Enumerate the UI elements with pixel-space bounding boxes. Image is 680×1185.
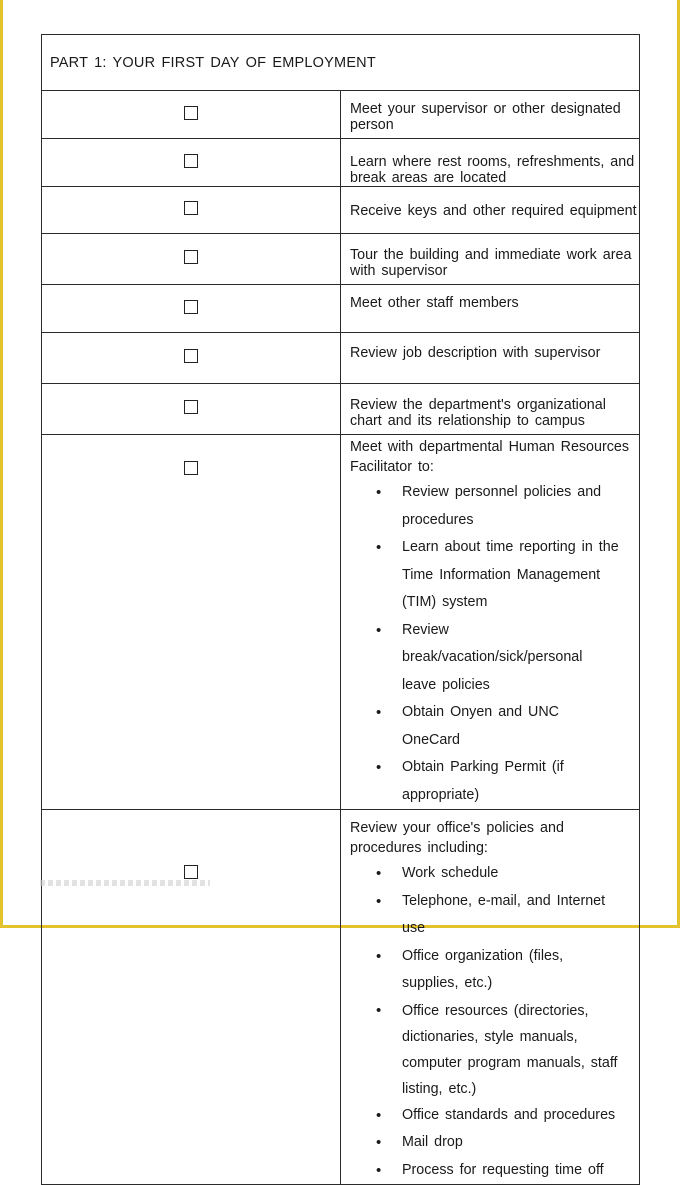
- checklist-header-row: [42, 35, 640, 91]
- list-item: • Work schedule: [350, 860, 639, 888]
- checkbox[interactable]: [184, 106, 198, 120]
- bullet-list: [350, 860, 639, 1184]
- checklist-item-text: Review job description with supervisor: [341, 333, 640, 384]
- checkbox[interactable]: [184, 865, 198, 879]
- checklist-item-text: Learn where rest rooms, refreshments, and break areas are located: [341, 139, 640, 187]
- footer-smudge: [40, 880, 210, 886]
- checklist-item-text: Meet other staff members: [341, 285, 640, 333]
- list-item: • Learn about time reporting in the Time Information Management (TIM) system: [350, 534, 639, 617]
- checklist-item-text: Review the department's organizational chart and its relationship to campus: [341, 384, 640, 435]
- list-item: • Office resources (directories, dictionaries, style manuals, computer program manuals, staff listing, etc.): [350, 998, 639, 1102]
- checklist-item-text: Review your office's policies and procedures including:: [350, 820, 564, 856]
- checklist-row: [42, 384, 640, 435]
- list-item: • Obtain Onyen and UNC OneCard: [350, 699, 639, 754]
- list-item: • Review break/vacation/sick/personal leave policies: [350, 617, 639, 700]
- checklist-row: [42, 139, 640, 187]
- checklist-row: [42, 187, 640, 234]
- checkbox[interactable]: [184, 461, 198, 475]
- checklist-row: [42, 285, 640, 333]
- checklist-row: [42, 234, 640, 285]
- list-item: • Office standards and procedures: [350, 1102, 639, 1130]
- checklist-item-text: Receive keys and other required equipment: [341, 187, 640, 234]
- checklist-title: PART 1: YOUR FIRST DAY OF EMPLOYMENT: [42, 35, 640, 91]
- list-item: • Mail drop: [350, 1129, 639, 1157]
- list-item: • Office organization (files, supplies, etc.): [350, 943, 639, 998]
- checkbox[interactable]: [184, 300, 198, 314]
- checkbox[interactable]: [184, 250, 198, 264]
- checklist-row: [42, 333, 640, 384]
- list-item: • Process for requesting time off: [350, 1157, 639, 1185]
- employment-checklist-table: [41, 34, 640, 1185]
- checklist-row: [42, 810, 640, 1185]
- checklist-item-text: Meet your supervisor or other designated person: [341, 91, 640, 139]
- checklist-row: [42, 435, 640, 810]
- checkbox[interactable]: [184, 154, 198, 168]
- list-item: • Obtain Parking Permit (if appropriate): [350, 754, 639, 809]
- bullet-list: [350, 479, 639, 809]
- checkbox[interactable]: [184, 201, 198, 215]
- checklist-item-text: Tour the building and immediate work area with supervisor: [341, 234, 640, 285]
- list-item: • Review personnel policies and procedures: [350, 479, 639, 534]
- checklist-item-text: Meet with departmental Human Resources Facilitator to:: [350, 439, 629, 475]
- checklist-row: [42, 91, 640, 139]
- checkbox[interactable]: [184, 400, 198, 414]
- checkbox[interactable]: [184, 349, 198, 363]
- list-item: • Telephone, e-mail, and Internet use: [350, 888, 639, 943]
